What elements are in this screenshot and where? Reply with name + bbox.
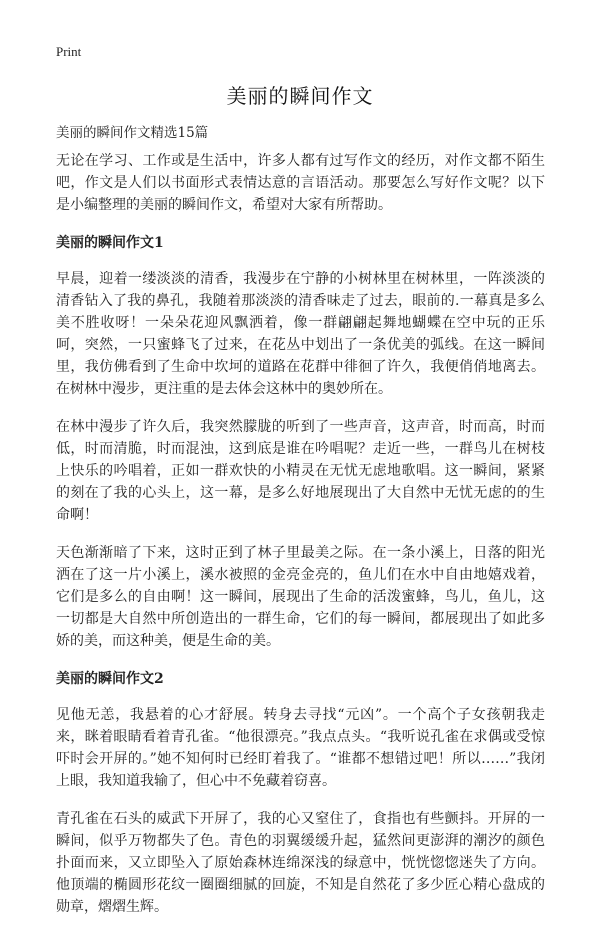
body-paragraph: 青孔雀在石头的威武下开屏了，我的心又窒住了，食指也有些颤抖。开屏的一瞬间，似乎万物都失了色。青色的羽翼缓缓升起，猛然间更澎湃的潮汐的颜色扑面而来，又立即坠入了原始森林连绵深浅的绿意中，恍恍惚惚迷失了方向。他顶端的椭圆形花纹一圈圈细腻的回旋，不知是自然花了多少匠心精心盘成的勋章，熠熠生辉。 xyxy=(56,811,545,915)
essay-section-1 xyxy=(56,232,545,652)
print-link[interactable]: Print xyxy=(56,44,82,59)
article-subtitle: 美丽的瞬间作文精选15篇 xyxy=(56,125,209,141)
body-paragraph: 见他无恙，我悬着的心才舒展。转身去寻找“元凶”。一个高个子女孩朝我走来，眯着眼睛看着青孔雀。“他很漂亮。”我点点头。“我听说孔雀在求偶或受惊吓时会开屏的。”她不知何时已经盯着我了。“谁都不想错过吧！所以……”我闭上眼，我知道我输了，但心中不免藏着窃喜。 xyxy=(56,707,545,789)
page-title: 美丽的瞬间作文 xyxy=(226,84,374,108)
article-content xyxy=(56,150,545,934)
section-heading: 美丽的瞬间作文1 xyxy=(56,235,164,251)
essay-section-2 xyxy=(56,668,545,918)
intro-paragraph: 无论在学习、工作或是生活中，许多人都有过写作文的经历，对作文都不陌生吧，作文是人们以书面形式表情达意的言语活动。那要怎么写好作文呢？以下是小编整理的美丽的瞬间作文，希望对大家有所帮助。 xyxy=(56,153,545,213)
section-heading: 美丽的瞬间作文2 xyxy=(56,671,164,687)
body-paragraph: 天色渐渐暗了下来，这时正到了林子里最美之际。在一条小溪上，日落的阳光洒在了这一片小溪上，溪水被照的金亮金亮的，鱼儿们在水中自由地嬉戏着，它们是多么的自由啊！这一瞬间，展现出了生命的活泼蜜蜂，鸟儿，鱼儿，这一切都是大自然中所创造出的一群生命，它们的每一瞬间，都展现出了如此多娇的美，而这种美，便是生命的美。 xyxy=(56,545,545,649)
body-paragraph: 在林中漫步了许久后，我突然朦胧的听到了一些声音，这声音，时而高，时而低，时而清脆，时而混浊，这到底是谁在吟唱呢？走近一些，一群鸟儿在树枝上快乐的吟唱着，正如一群欢快的小精灵在无忧无虑地歌唱。这一瞬间，紧紧的刻在了我的心头上，这一幕，是多么好地展现出了大自然中无忧无虑的的生命啊！ xyxy=(56,419,545,523)
body-paragraph: 早晨，迎着一缕淡淡的清香，我漫步在宁静的小树林里在树林里，一阵淡淡的清香钻入了我的鼻孔，我随着那淡淡的清香味走了过去，眼前的.一幕真是多么美不胜收呀！一朵朵花迎风飘洒着，像一群翩翩起舞地蝴蝶在空中玩的正乐呵，突然，一只蜜蜂飞了过来，在花丛中划出了一条优美的弧线。在这一瞬间里，我仿佛看到了生命中坎坷的道路在花群中徘徊了许久，我便俏俏地离去。在树林中漫步，更注重的是去体会这林中的奥妙所在。 xyxy=(56,271,545,397)
